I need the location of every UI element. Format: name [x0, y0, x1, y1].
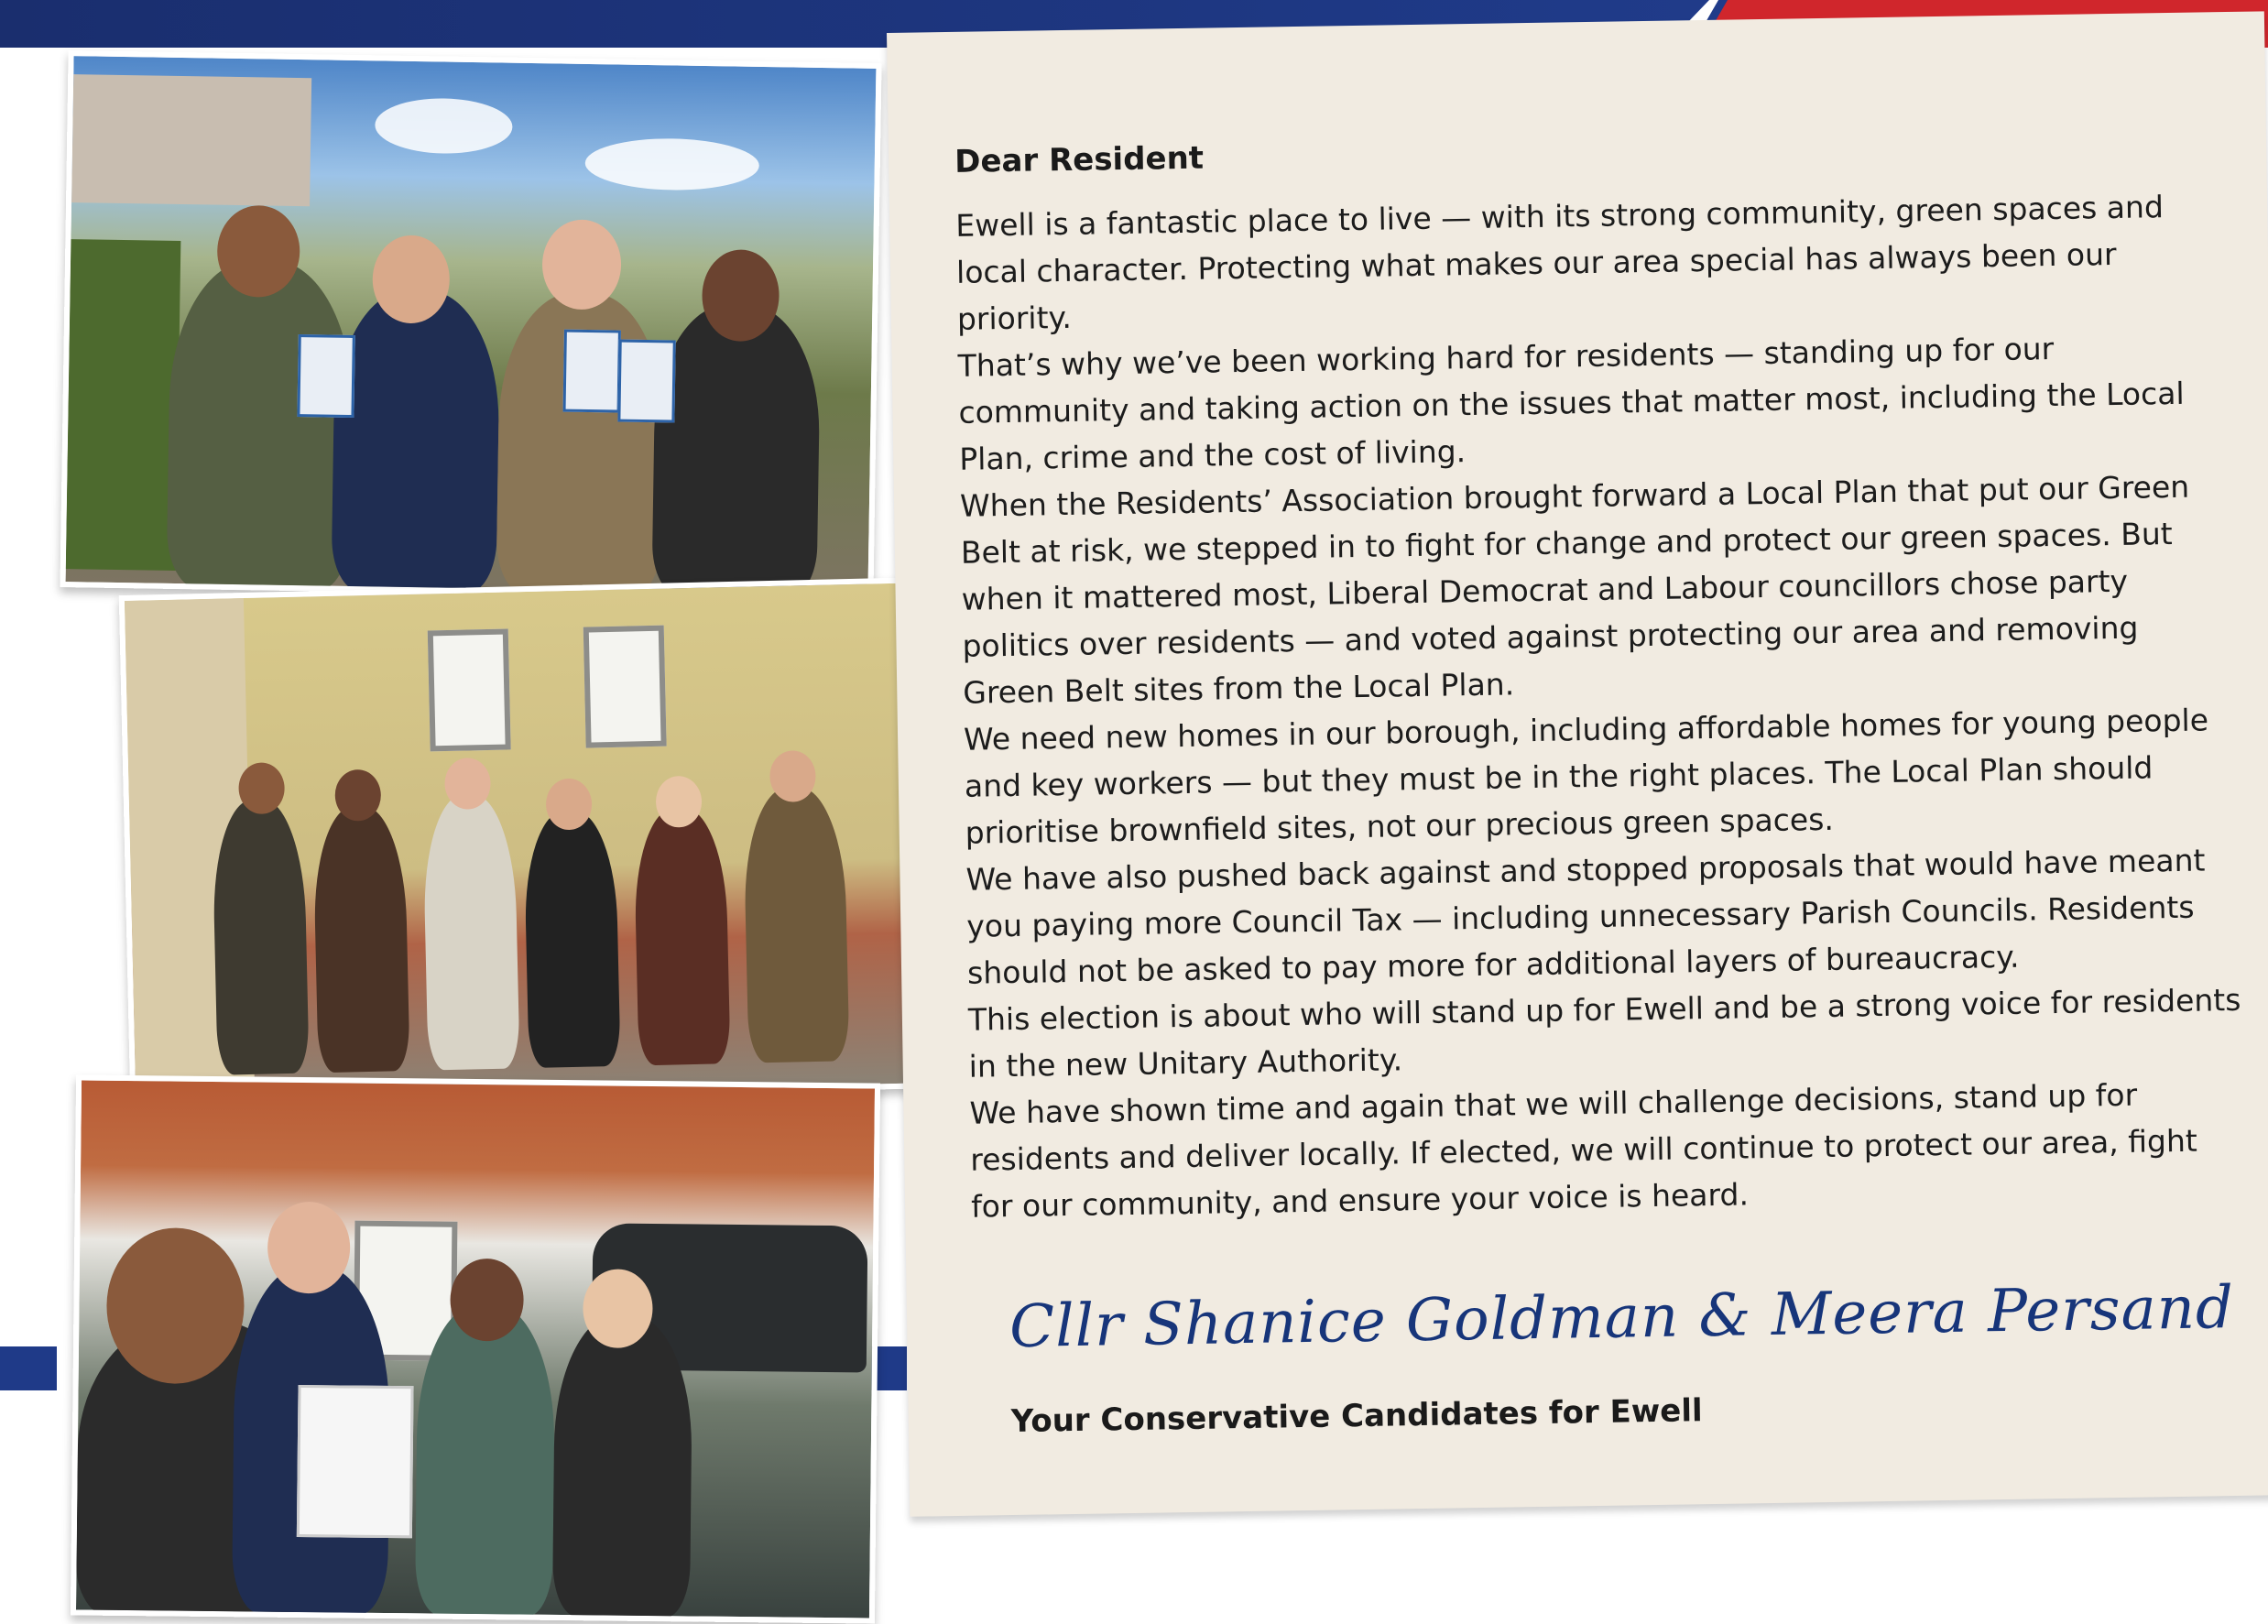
- person: [422, 793, 520, 1070]
- person-head: [238, 762, 285, 814]
- cloud: [375, 97, 513, 154]
- photo-street-canvassing: [60, 50, 881, 600]
- person: [552, 1314, 692, 1619]
- leaflet: [297, 1385, 414, 1538]
- person: [633, 807, 730, 1065]
- person: [415, 1303, 556, 1617]
- house: [71, 74, 311, 206]
- side-mark-left: [0, 1346, 57, 1390]
- person: [166, 259, 354, 592]
- person: [212, 799, 310, 1075]
- cloud: [584, 137, 759, 191]
- leaflet: [563, 330, 621, 413]
- paragraph: When the Residents’ Association brought forward a Local Plan that put our Green Belt at risk, we stepped in to fight for change and protect our green spaces. But when it mattered most, Liberal Democrat and Labour councillors chose party politics over residents — and voted against protecting our area and removing Green Belt sites from the Local Plan.: [959, 468, 2190, 711]
- person: [331, 289, 500, 594]
- paragraph: We have shown time and again that we will challenge decisions, stand up for residents and deliver locally. If elected, we will continue to protect our area, fight for our community, and ensure your voice is heard.: [969, 1076, 2198, 1225]
- paragraph: This election is about who will stand up for Ewell and be a strong voice for residents in the new Unitary Authority.: [967, 981, 2241, 1084]
- signature: Cllr Shanice Goldman & Meera Persand: [1009, 1274, 2235, 1362]
- photo-selfie-group: [71, 1074, 880, 1623]
- leaflet: [297, 334, 354, 418]
- paragraph: We have also pushed back against and stopped proposals that would have meant you paying more Council Tax — including unnecessary Parish Councils. Residents should not be asked to pay more for additional layers of bureaucracy.: [965, 842, 2206, 991]
- salutation: Dear Resident: [954, 139, 1205, 180]
- photo-group-building: [119, 577, 940, 1106]
- person: [651, 303, 821, 599]
- sign-off: Your Conservative Candidates for Ewell: [1010, 1392, 1703, 1441]
- paragraph: That’s why we’ve been working hard for residents — standing up for our community and taking action on the issues that matter most, including the Local Plan, crime and the cost of living.: [957, 331, 2185, 477]
- letter-panel: [887, 11, 2268, 1516]
- window: [583, 626, 667, 748]
- window: [428, 628, 511, 751]
- person: [743, 786, 850, 1063]
- hedge: [66, 239, 181, 571]
- person: [312, 805, 410, 1073]
- person: [523, 810, 620, 1068]
- letter-body: [955, 182, 2244, 1230]
- leaflet: [617, 340, 675, 423]
- paragraph: We need new homes in our borough, including affordable homes for young people and key workers — but they must be in the right places. The Local Plan should prioritise brownfield sites, not our precious green spaces.: [963, 702, 2209, 851]
- paragraph: Ewell is a fantastic place to live — with its strong community, green spaces and local character. Protecting what makes our area special has always been our priority.: [955, 189, 2164, 337]
